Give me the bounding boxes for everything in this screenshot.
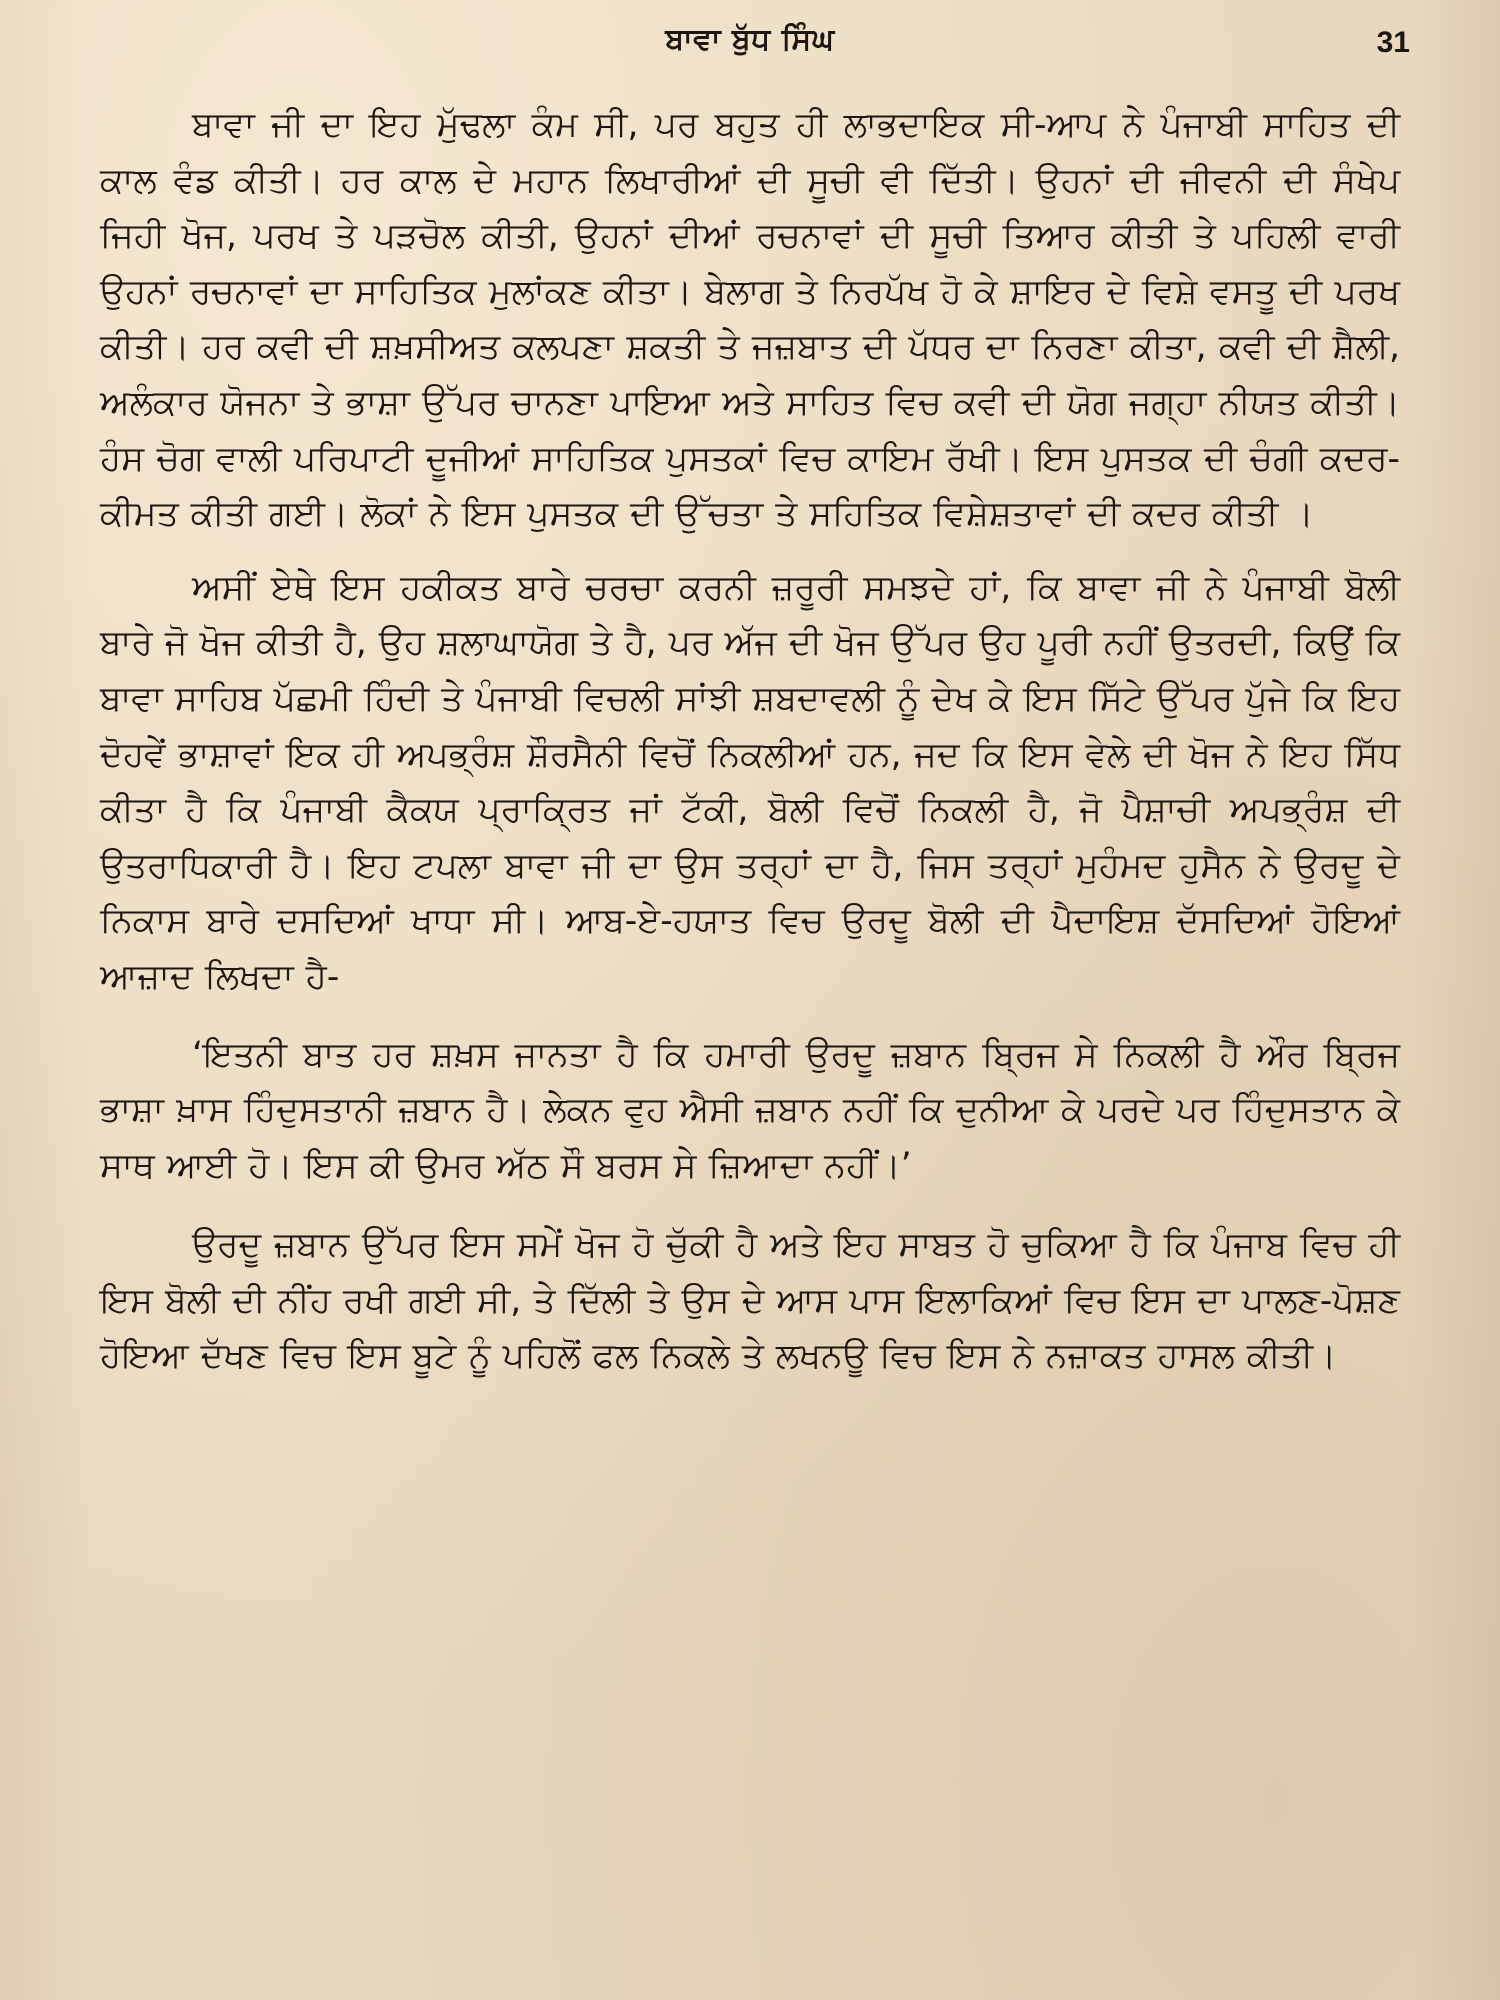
body-text (100, 98, 1400, 1385)
paragraph-4: ਉਰਦੂ ਜ਼ਬਾਨ ਉੱਪਰ ਇਸ ਸਮੇਂ ਖੋਜ ਹੋ ਚੁੱਕੀ ਹੈ ਅਤੇ ਇਹ ਸਾਬਤ ਹੋ ਚੁਕਿਆ ਹੈ ਕਿ ਪੰਜਾਬ ਵਿਚ ਹੀ ਇਸ ਬੋਲੀ ਦੀ ਨੀਂਹ ਰਖੀ ਗਈ ਸੀ, ਤੇ ਦਿੱਲੀ ਤੇ ਉਸ ਦੇ ਆਸ ਪਾਸ ਇਲਾਕਿਆਂ ਵਿਚ ਇਸ ਦਾ ਪਾਲਣ-ਪੋਸ਼ਣ ਹੋਇਆ ਦੱਖਣ ਵਿਚ ਇਸ ਬੂਟੇ ਨੂੰ ਪਹਿਲੋਂ ਫਲ ਨਿਕਲੇ ਤੇ ਲਖਨਊ ਵਿਚ ਇਸ ਨੇ ਨਜ਼ਾਕਤ ਹਾਸਲ ਕੀਤੀ। (100, 1225, 1400, 1377)
quoted-passage: ‘ਇਤਨੀ ਬਾਤ ਹਰ ਸ਼ਖ਼ਸ ਜਾਨਤਾ ਹੈ ਕਿ ਹਮਾਰੀ ਉਰਦੂ ਜ਼ਬਾਨ ਬ੍ਰਿਜ ਸੇ ਨਿਕਲੀ ਹੈ ਔਰ ਬ੍ਰਿਜ ਭਾਸ਼ਾ ਖ਼ਾਸ ਹਿੰਦੁਸਤਾਨੀ ਜ਼ਬਾਨ ਹੈ। ਲੇਕਨ ਵੁਹ ਐਸੀ ਜ਼ਬਾਨ ਨਹੀਂ ਕਿ ਦੁਨੀਆ ਕੇ ਪਰਦੇ ਪਰ ਹਿੰਦੁਸਤਾਨ ਕੇ ਸਾਥ ਆਈ ਹੋ। ਇਸ ਕੀ ਉਮਰ ਅੱਠ ਸੌ ਬਰਸ ਸੇ ਜ਼ਿਆਦਾ ਨਹੀਂ।’ (100, 1034, 1400, 1186)
chapter-title: ਬਾਵਾ ਬੁੱਧ ਸਿੰਘ (665, 22, 835, 57)
running-header (90, 22, 1410, 72)
paragraph-2: ਅਸੀਂ ਏਥੇ ਇਸ ਹਕੀਕਤ ਬਾਰੇ ਚਰਚਾ ਕਰਨੀ ਜ਼ਰੂਰੀ ਸਮਝਦੇ ਹਾਂ, ਕਿ ਬਾਵਾ ਜੀ ਨੇ ਪੰਜਾਬੀ ਬੋਲੀ ਬਾਰੇ ਜੋ ਖੋਜ ਕੀਤੀ ਹੈ, ਉਹ ਸ਼ਲਾਘਾਯੋਗ ਤੇ ਹੈ, ਪਰ ਅੱਜ ਦੀ ਖੋਜ ਉੱਪਰ ਉਹ ਪੂਰੀ ਨਹੀਂ ਉਤਰਦੀ, ਕਿਉਂ ਕਿ ਬਾਵਾ ਸਾਹਿਬ ਪੱਛਮੀ ਹਿੰਦੀ ਤੇ ਪੰਜਾਬੀ ਵਿਚਲੀ ਸਾਂਝੀ ਸ਼ਬਦਾਵਲੀ ਨੂੰ ਦੇਖ ਕੇ ਇਸ ਸਿੱਟੇ ਉੱਪਰ ਪੁੱਜੇ ਕਿ ਇਹ ਦੋਹਵੇਂ ਭਾਸ਼ਾਵਾਂ ਇਕ ਹੀ ਅਪਭ੍ਰੰਸ਼ ਸ਼ੌਰਸੈਨੀ ਵਿਚੋਂ ਨਿਕਲੀਆਂ ਹਨ, ਜਦ ਕਿ ਇਸ ਵੇਲੇ ਦੀ ਖੋਜ ਨੇ ਇਹ ਸਿੱਧ ਕੀਤਾ ਹੈ ਕਿ ਪੰਜਾਬੀ ਕੈਕਯ ਪ੍ਰਾਕ੍ਰਿਤ ਜਾਂ ਟੱਕੀ, ਬੋਲੀ ਵਿਚੋਂ ਨਿਕਲੀ ਹੈ, ਜੋ ਪੈਸ਼ਾਚੀ ਅਪਭ੍ਰੰਸ਼ ਦੀ ਉਤਰਾਧਿਕਾਰੀ ਹੈ। ਇਹ ਟਪਲਾ ਬਾਵਾ ਜੀ ਦਾ ਉਸ ਤਰ੍ਹਾਂ ਦਾ ਹੈ, ਜਿਸ ਤਰ੍ਹਾਂ ਮੁਹੰਮਦ ਹੁਸੈਨ ਨੇ ਉਰਦੂ ਦੇ ਨਿਕਾਸ ਬਾਰੇ ਦਸਦਿਆਂ ਖਾਧਾ ਸੀ। ਆਬ-ਏ-ਹਯਾਤ ਵਿਚ ਉਰਦੂ ਬੋਲੀ ਦੀ ਪੈਦਾਇਸ਼ ਦੱਸਦਿਆਂ ਹੋਇਆਂ ਆਜ਼ਾਦ ਲਿਖਦਾ ਹੈ- (100, 567, 1400, 997)
page-number: 31 (1376, 26, 1410, 59)
paragraph-1: ਬਾਵਾ ਜੀ ਦਾ ਇਹ ਮੁੱਢਲਾ ਕੰਮ ਸੀ, ਪਰ ਬਹੁਤ ਹੀ ਲਾਭਦਾਇਕ ਸੀ-ਆਪ ਨੇ ਪੰਜਾਬੀ ਸਾਹਿਤ ਦੀ ਕਾਲ ਵੰਡ ਕੀਤੀ। ਹਰ ਕਾਲ ਦੇ ਮਹਾਨ ਲਿਖਾਰੀਆਂ ਦੀ ਸੂਚੀ ਵੀ ਦਿੱਤੀ। ਉਹਨਾਂ ਦੀ ਜੀਵਨੀ ਦੀ ਸੰਖੇਪ ਜਿਹੀ ਖੋਜ, ਪਰਖ ਤੇ ਪੜਚੋਲ ਕੀਤੀ, ਉਹਨਾਂ ਦੀਆਂ ਰਚਨਾਵਾਂ ਦੀ ਸੂਚੀ ਤਿਆਰ ਕੀਤੀ ਤੇ ਪਹਿਲੀ ਵਾਰੀ ਉਹਨਾਂ ਰਚਨਾਵਾਂ ਦਾ ਸਾਹਿਤਿਕ ਮੁਲਾਂਕਣ ਕੀਤਾ। ਬੇਲਾਗ ਤੇ ਨਿਰਪੱਖ ਹੋ ਕੇ ਸ਼ਾਇਰ ਦੇ ਵਿਸ਼ੇ ਵਸਤੂ ਦੀ ਪਰਖ ਕੀਤੀ। ਹਰ ਕਵੀ ਦੀ ਸ਼ਖ਼ਸੀਅਤ ਕਲਪਣਾ ਸ਼ਕਤੀ ਤੇ ਜਜ਼ਬਾਤ ਦੀ ਪੱਧਰ ਦਾ ਨਿਰਣਾ ਕੀਤਾ, ਕਵੀ ਦੀ ਸ਼ੈਲੀ, ਅਲੰਕਾਰ ਯੋਜਨਾ ਤੇ ਭਾਸ਼ਾ ਉੱਪਰ ਚਾਨਣਾ ਪਾਇਆ ਅਤੇ ਸਾਹਿਤ ਵਿਚ ਕਵੀ ਦੀ ਯੋਗ ਜਗ੍ਹਾ ਨੀਯਤ ਕੀਤੀ। ਹੰਸ ਚੋਗ ਵਾਲੀ ਪਰਿਪਾਟੀ ਦੂਜੀਆਂ ਸਾਹਿਤਿਕ ਪੁਸਤਕਾਂ ਵਿਚ ਕਾਇਮ ਰੱਖੀ। ਇਸ ਪੁਸਤਕ ਦੀ ਚੰਗੀ ਕਦਰ-ਕੀਮਤ ਕੀਤੀ ਗਈ। ਲੋਕਾਂ ਨੇ ਇਸ ਪੁਸਤਕ ਦੀ ਉੱਚਤਾ ਤੇ ਸਹਿਤਿਕ ਵਿਸ਼ੇਸ਼ਤਾਵਾਂ ਦੀ ਕਦਰ ਕੀਤੀ । (100, 105, 1400, 535)
